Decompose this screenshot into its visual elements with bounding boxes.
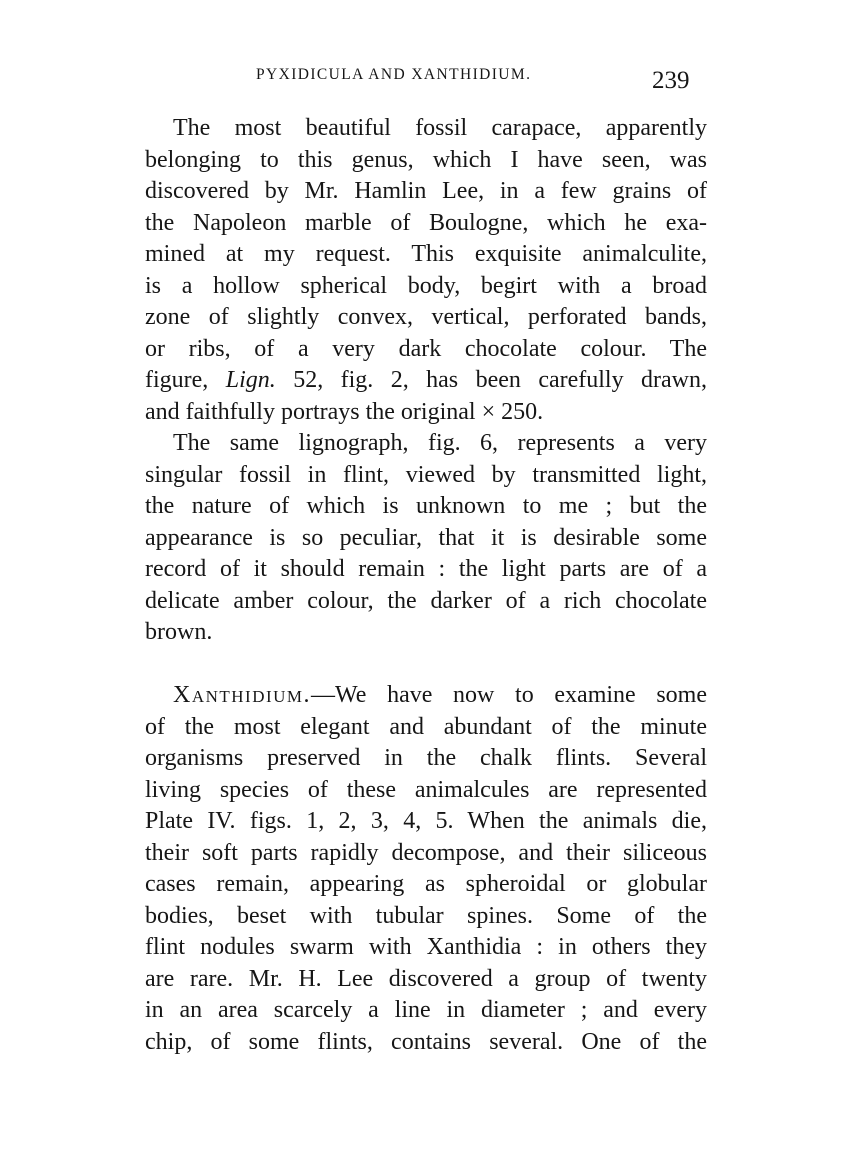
text-line: are rare. Mr. H. Lee discovered a group of twenty — [145, 965, 707, 992]
text-line: the Napoleon marble of Boulogne, which he exa- — [145, 209, 707, 236]
text-line: living species of these animalcules are represented — [145, 776, 707, 803]
figure-reference-italic: Lign. — [225, 367, 276, 393]
text-line: brown. — [145, 619, 213, 645]
page-number: 239 — [652, 67, 690, 94]
text-line: bodies, beset with tubular spines. Some of the — [145, 902, 707, 929]
text-line: singular fossil in flint, viewed by transmitted light, — [145, 461, 707, 488]
text-line: zone of slightly convex, vertical, perforated bands, — [145, 304, 707, 330]
text-line: The same lignograph, fig. 6, represents a very — [173, 430, 707, 456]
body-text — [145, 113, 707, 1058]
text-line: of the most elegant and abundant of the minute — [145, 713, 707, 740]
text-line: mined at my request. This exquisite animalculite, — [145, 241, 707, 267]
text-line: flint nodules swarm with Xanthidia : in others they — [145, 934, 707, 960]
text-line: The most beautiful fossil carapace, apparently — [173, 115, 707, 141]
paragraph-lignograph-fig6 — [145, 428, 707, 649]
paragraph-xanthidium — [145, 680, 707, 1058]
text-line: is a hollow spherical body, begirt with a broad — [145, 272, 707, 299]
text-line: belonging to this genus, which I have seen, was — [145, 146, 707, 173]
running-head: PYXIDICULA AND XANTHIDIUM. — [256, 66, 532, 83]
text-line: chip, of some flints, contains several. One of the — [145, 1028, 707, 1055]
text-line: the nature of which is unknown to me ; but the — [145, 493, 707, 519]
text-fragment: 52, fig. 2, has been carefully drawn, — [293, 367, 708, 393]
text-line: or ribs, of a very dark chocolate colour. The — [145, 335, 707, 362]
text-line: organisms preserved in the chalk flints. Several — [145, 745, 707, 771]
section-heading-xanthidium: Xanthidium. — [173, 682, 312, 708]
text-line — [145, 680, 707, 712]
text-line: in an area scarcely a line in diameter ; and every — [145, 997, 707, 1023]
text-line — [145, 365, 707, 397]
paragraph-spacer — [145, 649, 707, 681]
text-line: cases remain, appearing as spheroidal or globular — [145, 871, 707, 897]
text-fragment: figure, — [145, 367, 209, 393]
text-line: record of it should remain : the light parts are of a — [145, 556, 707, 582]
text-line: Plate IV. figs. 1, 2, 3, 4, 5. When the animals die, — [145, 808, 707, 834]
text-line: their soft parts rapidly decompose, and their siliceous — [145, 839, 707, 866]
text-fragment: —We have now to examine some — [311, 682, 707, 708]
text-line: and faithfully portrays the original × 250. — [145, 398, 544, 425]
paragraph-pyxidicula-carapace — [145, 113, 707, 428]
text-line: delicate amber colour, the darker of a rich chocolate — [145, 587, 707, 614]
text-line: discovered by Mr. Hamlin Lee, in a few grains of — [145, 178, 707, 204]
text-line: appearance is so peculiar, that it is desirable some — [145, 524, 707, 551]
